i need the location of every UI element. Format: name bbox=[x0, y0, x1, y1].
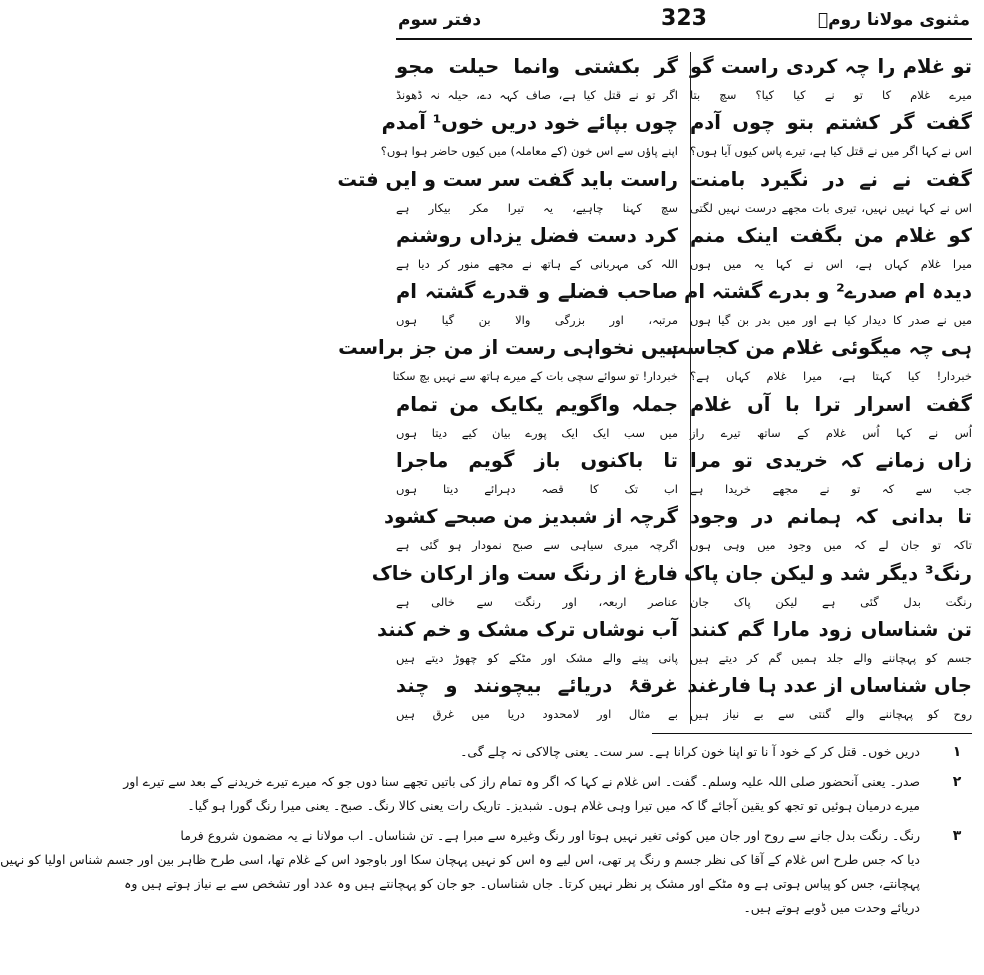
verse-line: جاں شناساں از عدد ہا فارغند bbox=[687, 674, 972, 698]
translation-line: اگرچہ میری سیاہی سے صبح نمودار ہو گئی ہے bbox=[396, 538, 678, 553]
translation-line: جب سے کہ تو نے مجھے خریدا ہے bbox=[690, 482, 972, 497]
verse-line: تو غلام را چہ کردی راست گو bbox=[690, 55, 972, 78]
translation-line: اللہ کی مہربانی کے ہاتھ نے مجھے منور کر دیا ہے bbox=[396, 256, 678, 271]
couplet bbox=[690, 106, 972, 162]
footnote-line: دریں خوں۔ قتل کر کے خود آ نا تو اپنا خون کرانا ہے۔ سر ست۔ یعنی چالاکی نہ چلے گی۔ bbox=[460, 744, 920, 759]
couplet bbox=[684, 557, 972, 613]
verse-line: کو غلام من بگفت اینک منم bbox=[690, 223, 972, 247]
verse-line: ہی چہ میگوئی غلام من کجاست bbox=[666, 336, 972, 360]
translation-line: میرا غلام کہاں ہے، اس نے کہا یہ میں ہوں bbox=[690, 256, 972, 271]
verse-line: چوں بپائے خود دریں خوں¹ آمدم bbox=[381, 111, 678, 135]
footnote bbox=[398, 740, 972, 764]
couplet bbox=[687, 669, 972, 725]
verse-line: گرچہ از شبدیز من صبحے کشود bbox=[384, 505, 678, 529]
footnote-line: پہچانتے، جس کو پیاس ہوتی ہے وہ مٹکے اور مشک پر نظر نہیں کرتا۔ جاں شناساں۔ جو جان کو پہچانتے ہیں وہ عدد اور تشخص سے بے نیاز ہوتے ہیں وہ bbox=[124, 876, 920, 891]
verse-line: کرد دست فضل یزداں روشنم bbox=[396, 223, 678, 247]
verse-line: جملہ واگویم یکایک من تمام bbox=[396, 392, 678, 416]
couplet bbox=[690, 50, 972, 106]
couplet bbox=[690, 163, 972, 219]
verse-line: گفت نے نے در نگیرد بامنت bbox=[690, 167, 972, 191]
couplet bbox=[371, 557, 678, 613]
verse-line: گر بکشتی وانما حیلت مجو bbox=[396, 55, 678, 78]
verse-line: تا باکنوں باز گویم ماجرا bbox=[396, 449, 678, 473]
translation-line: عناصر اربعہ، اور رنگت سے خالی ہے bbox=[396, 594, 678, 609]
left-column bbox=[337, 50, 678, 726]
translation-line: تاکہ تو جان لے کہ میں وجود میں وہی ہوں bbox=[690, 538, 972, 553]
translation-line: خبردار! کیا کہتا ہے، میرا غلام کہاں ہے؟ bbox=[690, 369, 972, 384]
translation-line: مرتبہ، اور بزرگی والا بن گیا ہوں bbox=[396, 313, 678, 328]
translation-line: رنگت بدل گئی ہے لیکن پاک جان bbox=[690, 594, 972, 609]
translation-line: اُس نے کہا اُس غلام کے ساتھ تیرے راز bbox=[690, 425, 972, 440]
couplet bbox=[690, 388, 972, 444]
translation-line: میں نے صدر کا دیدار کیا ہے اور میں بدر بن گیا ہوں bbox=[690, 313, 972, 328]
couplet bbox=[396, 444, 678, 500]
verse-line: تن شناساں زود مارا گم کنند bbox=[690, 617, 972, 641]
couplet bbox=[396, 275, 678, 331]
footnote-line: دیا کہ جس طرح اس غلام کے آقا کی نظر جسم و رنگ پر تھی، اس لیے وہ اس کو نہیں پہچان سکا اور باوجود اس کے غلام تھا، اسی طرح ظاہر بین اور جسم شناس اولیا کو نہیں bbox=[0, 852, 920, 867]
translation-line: اس نے کہا اگر میں نے قتل کیا ہے، تیرے پاس کیوں آیا ہوں؟ bbox=[689, 144, 972, 159]
verse-line: آب نوشاں ترک مشک و خم کنند bbox=[377, 617, 678, 641]
translation-line: سچ کہنا چاہیے، یہ تیرا مکر بیکار ہے bbox=[396, 200, 678, 215]
translation-line: میں سب ایک ایک پورے بیان کیے دیتا ہوں bbox=[396, 425, 678, 440]
translation-line: خبردار! تو سوائے سچی بات کے میرے ہاتھ سے نہیں بچ سکتا bbox=[392, 369, 678, 384]
footnote-line: رنگ۔ رنگت بدل جانے سے روح اور جان میں کوئی تغیر نہیں ہوتا اور رنگ وغیرہ سے مبرا ہے۔ تن شناساں۔ اب مولانا نے یہ مضمون شروع فرما bbox=[180, 828, 920, 843]
couplet bbox=[396, 219, 678, 275]
verse-line: راست باید گفت سر ست و ایں فتت bbox=[337, 167, 678, 191]
footnote-line: میرے درمیان ہوئیں تو تجھ کو یقین آجائے گا کہ میں تیرا وہی غلام ہوں۔ شبدیز۔ تاریک رات یعنی کالا رنگ۔ صبح۔ یعنی میرا رنگ گورا ہو گیا۔ bbox=[187, 798, 920, 813]
footnote-rule bbox=[652, 733, 972, 734]
verse-line: ہیں نخواہی رست از من جز براست bbox=[338, 336, 678, 360]
translation-line: جسم کو پہچاننے والے جلد ہمیں گم کر دیتے ہیں bbox=[690, 650, 972, 665]
translation-line: اگر تو نے قتل کیا ہے، صاف کہہ دے، حیلہ نہ ڈھونڈ bbox=[396, 88, 678, 102]
footnote bbox=[123, 770, 972, 818]
translation-line: اس نے کہا نہیں نہیں، تیری بات مجھے درست نہیں لگتی bbox=[690, 200, 972, 215]
verse-line: گفت گر کشتم بتو چوں آدم bbox=[690, 111, 972, 135]
footnotes bbox=[0, 740, 972, 926]
verse-line: گفت اسرار ترا با آں غلام bbox=[690, 392, 972, 416]
footnote-number: ٣ bbox=[952, 828, 962, 844]
verse-line: دیدہ ام صدرے² و بدرے گشتہ ام bbox=[684, 280, 972, 304]
verse-line: غرقۂ دریائے بیچونند و چند bbox=[396, 674, 678, 698]
couplet bbox=[690, 500, 972, 556]
verse-line: زاں زمانے کہ خریدی تو مرا bbox=[690, 449, 972, 473]
book-title: مثنوی مولانا رومؒ bbox=[817, 10, 970, 30]
page-number: 323 bbox=[661, 6, 707, 31]
translation-line: روح کو پہچاننے والے گنتی سے بے نیاز ہیں bbox=[690, 707, 972, 722]
couplet bbox=[338, 331, 678, 387]
couplet bbox=[396, 50, 678, 106]
couplet bbox=[396, 669, 678, 725]
footnote-line: دریائے وحدت میں ڈوبے ہوتے ہیں۔ bbox=[743, 900, 920, 915]
footnote-line: صدر۔ یعنی آنحضور صلی اللہ علیہ وسلم۔ گفت۔ اس غلام نے کہا کہ اگر وہ تمام راز کی باتیں تجھے سنا دوں جو کہ میرے تیرے خریدنے کے بعد سے تیرے اور bbox=[123, 774, 920, 789]
translation-line: اپنے پاؤں سے اس خون (کے معاملہ) میں کیوں حاضر ہوا ہوں؟ bbox=[380, 144, 678, 159]
verse-line: تا بدانی کہ ہمانم در وجود bbox=[690, 505, 972, 529]
volume-label: دفتر سوم bbox=[398, 10, 482, 30]
verse-line: صاحب فضلے و قدرے گشتہ ام bbox=[396, 280, 678, 304]
couplet bbox=[666, 331, 972, 387]
translation-line: اب تک کا قصہ دہرائے دیتا ہوں bbox=[396, 482, 678, 497]
couplet bbox=[380, 106, 678, 162]
couplet bbox=[690, 219, 972, 275]
footnote-number: ١ bbox=[952, 744, 962, 760]
couplet bbox=[384, 500, 678, 556]
couplet bbox=[684, 275, 972, 331]
translation-line: پانی پینے والے مشک اور مٹکے کو چھوڑ دیتے ہیں bbox=[396, 650, 678, 665]
footnote bbox=[0, 824, 972, 920]
header-rule bbox=[396, 38, 972, 40]
right-column bbox=[666, 50, 972, 726]
verse-columns bbox=[337, 50, 972, 726]
translation-line: میرے غلام کا تو نے کیا کیا؟ سچ بتا bbox=[690, 88, 972, 102]
couplet bbox=[690, 444, 972, 500]
page-header bbox=[398, 4, 970, 38]
couplet bbox=[690, 613, 972, 669]
column-divider bbox=[690, 52, 691, 724]
verse-line: رنگ³ دیگر شد و لیکن جان پاک bbox=[684, 561, 972, 585]
footnote-number: ٢ bbox=[952, 774, 962, 790]
verse-line: فارغ از رنگ ست واز ارکان خاک bbox=[371, 561, 678, 585]
couplet bbox=[377, 613, 678, 669]
couplet bbox=[337, 163, 678, 219]
couplet bbox=[396, 388, 678, 444]
translation-line: بے مثال اور لامحدود دریا میں غرق ہیں bbox=[396, 707, 678, 722]
